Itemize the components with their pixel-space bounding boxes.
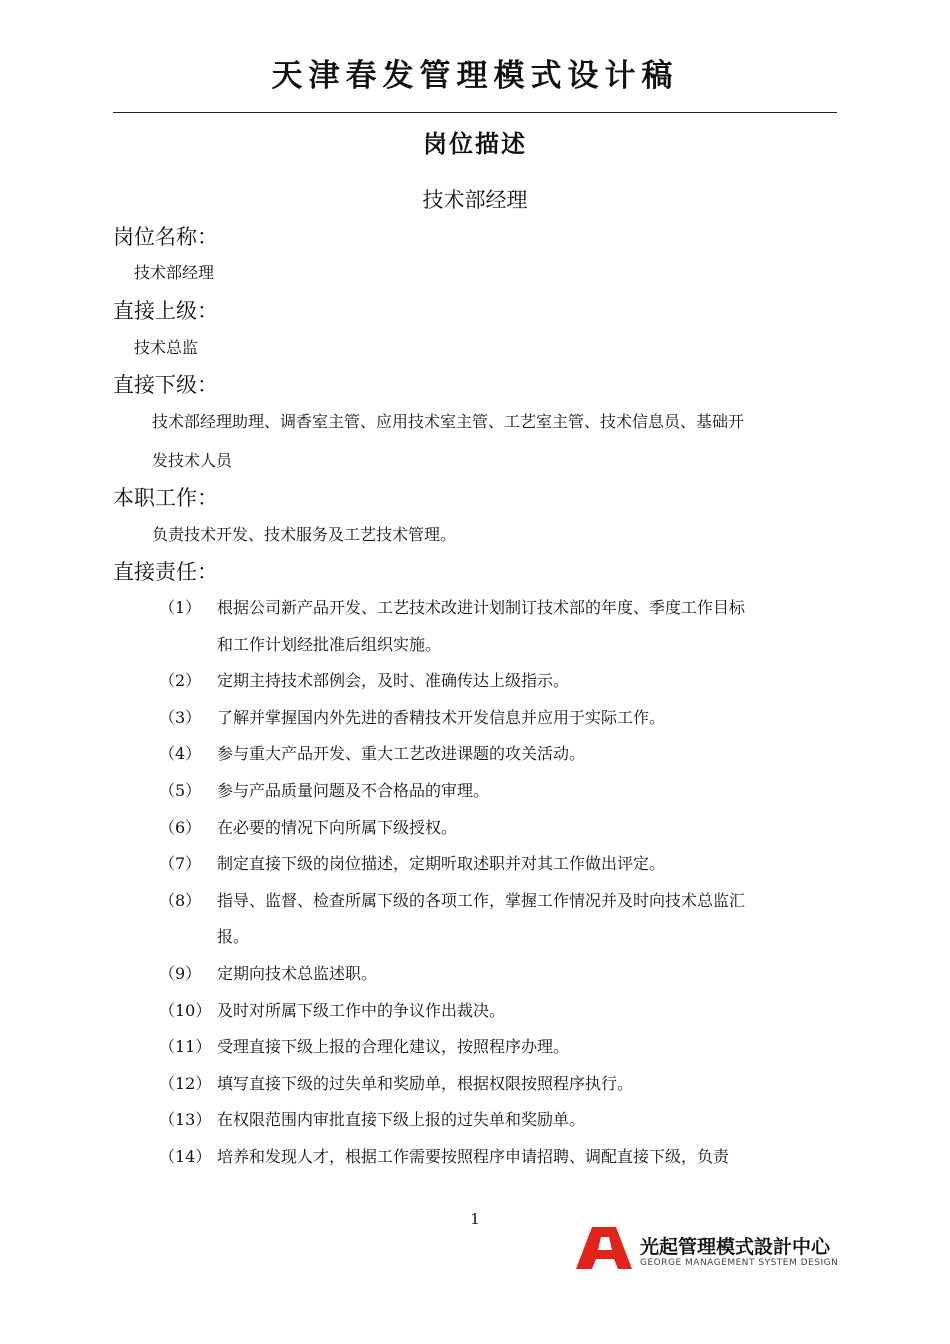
document-title: 岗位描述 — [423, 130, 527, 158]
list-item-number: （12） — [159, 1073, 212, 1093]
list-item — [113, 846, 837, 883]
list-item — [113, 773, 837, 810]
list-item-text: 在权限范围内审批直接下级上报的过失单和奖励单。 — [217, 1110, 586, 1130]
list-item — [113, 663, 837, 700]
list-item-text-continued: 报。 — [217, 927, 250, 947]
list-item-text: 定期向技术总监述职。 — [217, 963, 378, 983]
list-item-text: 指导、监督、检查所属下级的各项工作，掌握工作情况并及时向技术总监汇 — [217, 890, 746, 910]
list-item-number: （14） — [159, 1146, 212, 1166]
direct-subordinates-text-line2: 发技术人员 — [152, 451, 233, 470]
list-item-text: 根据公司新产品开发、工艺技术改进计划制订技术部的年度、季度工作目标 — [217, 598, 746, 617]
list-item-text: 填写直接下级的过失单和奖励单，根据权限按照程序执行。 — [217, 1073, 634, 1093]
section-heading-position-name: 岗位名称： — [113, 225, 218, 249]
list-item — [113, 956, 837, 993]
list-item-number: （8） — [159, 890, 202, 910]
main-duty-text: 负责技术开发、技术服务及工艺技术管理。 — [152, 525, 457, 544]
list-item-text: 制定直接下级的岗位描述，定期听取述职并对其工作做出评定。 — [217, 854, 666, 874]
list-item-text: 参与重大产品开发、重大工艺改进课题的攻关活动。 — [217, 744, 586, 764]
list-item — [113, 1029, 837, 1066]
list-item-number: （11） — [159, 1037, 212, 1057]
page-number: 1 — [470, 1210, 480, 1228]
list-item — [113, 993, 837, 1030]
list-item-text: 定期主持技术部例会，及时、准确传达上级指示。 — [217, 671, 570, 691]
section-heading-direct-subordinates: 直接下级： — [113, 373, 218, 397]
list-item-text-continued: 和工作计划经批准后组织实施。 — [217, 634, 442, 654]
direct-subordinates-text-line1: 技术部经理助理、调香室主管、应用技术室主管、工艺室主管、技术信息员、基础开 — [152, 412, 745, 431]
list-item-number: （9） — [159, 963, 202, 983]
list-item-number: （7） — [159, 854, 202, 874]
list-item-text: 了解并掌握国内外先进的香精技术开发信息并应用于实际工作。 — [217, 707, 666, 727]
list-item-number: （10） — [159, 1000, 212, 1020]
header-title: 天津春发管理模式设计稿 — [271, 58, 679, 94]
list-item — [113, 590, 837, 663]
direct-superior-text: 技术总监 — [134, 338, 199, 357]
list-item-number: （4） — [159, 744, 202, 764]
list-item — [113, 1139, 837, 1176]
header-divider — [113, 112, 837, 113]
list-item-text: 培养和发现人才，根据工作需要按照程序申请招聘、调配直接下级，负责 — [217, 1146, 730, 1166]
list-item-text: 在必要的情况下向所属下级授权。 — [217, 817, 458, 837]
list-item — [113, 883, 837, 956]
logo-name: 光起管理模式設計中心 — [640, 1236, 831, 1258]
list-item-number: （1） — [159, 598, 202, 617]
list-item-number: （6） — [159, 817, 202, 837]
list-item-number: （5） — [159, 780, 202, 800]
list-item-number: （3） — [159, 707, 202, 727]
list-item-number: （2） — [159, 671, 202, 691]
section-heading-responsibilities: 直接责任： — [113, 560, 218, 584]
list-item-text: 受理直接下级上报的合理化建议，按照程序办理。 — [217, 1037, 570, 1057]
logo-a-mark-icon — [574, 1227, 634, 1271]
position-name-text: 技术部经理 — [134, 263, 215, 282]
position-title: 技术部经理 — [422, 188, 528, 212]
section-heading-main-duty: 本职工作： — [113, 486, 218, 510]
list-item — [113, 700, 837, 737]
list-item-text: 及时对所属下级工作中的争议作出裁决。 — [217, 1000, 506, 1020]
list-item — [113, 810, 837, 847]
list-item — [113, 736, 837, 773]
company-logo — [574, 1227, 840, 1271]
list-item — [113, 1066, 837, 1103]
logo-subtitle: GEORGE MANAGEMENT SYSTEM DESIGN — [640, 1258, 839, 1268]
section-heading-direct-superior: 直接上级： — [113, 299, 218, 323]
list-item-number: （13） — [159, 1110, 212, 1130]
responsibilities-list — [113, 590, 837, 1176]
list-item-text: 参与产品质量问题及不合格品的审理。 — [217, 780, 490, 800]
list-item — [113, 1102, 837, 1139]
